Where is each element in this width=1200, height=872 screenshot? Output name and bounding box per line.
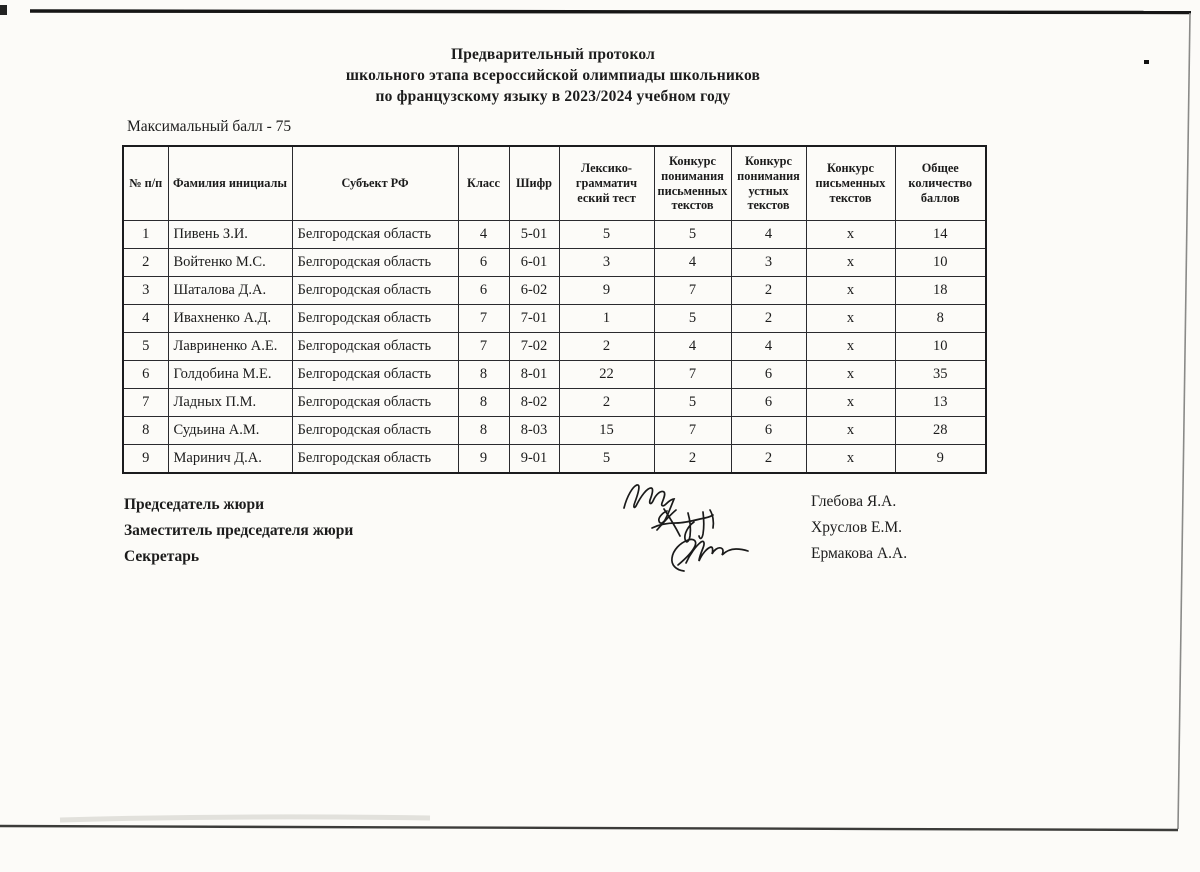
table-cell-participant-name: Маринич Д.А. bbox=[168, 445, 292, 474]
title-line-3: по французскому языку в 2023/2024 учебном году bbox=[375, 88, 731, 105]
table-row bbox=[123, 333, 986, 361]
table-cell-written-comprehension-score: 5 bbox=[654, 389, 731, 417]
table-cell-cipher: 6-02 bbox=[509, 277, 559, 305]
table-cell-total-score: 8 bbox=[895, 305, 986, 333]
table-cell-writing-contest-score: x bbox=[806, 417, 895, 445]
table-cell-row-number: 2 bbox=[123, 249, 168, 277]
table-cell-writing-contest-score: x bbox=[806, 249, 895, 277]
table-cell-written-comprehension-score: 4 bbox=[654, 249, 731, 277]
scan-smudge bbox=[60, 817, 430, 820]
table-header-cell-lexical-grammar-test-score: Лексико-грамматич еский тест bbox=[559, 146, 654, 221]
table-cell-cipher: 9-01 bbox=[509, 445, 559, 474]
table-cell-row-number: 4 bbox=[123, 305, 168, 333]
table-cell-writing-contest-score: x bbox=[806, 221, 895, 249]
table-cell-oral-comprehension-score: 2 bbox=[731, 445, 806, 474]
table-cell-row-number: 7 bbox=[123, 389, 168, 417]
table-cell-grade: 8 bbox=[458, 417, 509, 445]
document-title bbox=[122, 44, 984, 107]
table-row bbox=[123, 445, 986, 474]
table-cell-region: Белгородская область bbox=[292, 445, 458, 474]
table-header-cell-oral-comprehension-score: Конкурс понимания устных текстов bbox=[731, 146, 806, 221]
table-cell-oral-comprehension-score: 6 bbox=[731, 361, 806, 389]
table-cell-grade: 8 bbox=[458, 361, 509, 389]
table-header-cell-total-score: Общее количество баллов bbox=[895, 146, 986, 221]
table-cell-participant-name: Голдобина М.Е. bbox=[168, 361, 292, 389]
scan-corner-mark bbox=[0, 5, 7, 15]
table-cell-participant-name: Ивахненко А.Д. bbox=[168, 305, 292, 333]
table-cell-row-number: 8 bbox=[123, 417, 168, 445]
table-cell-written-comprehension-score: 7 bbox=[654, 361, 731, 389]
table-cell-lexical-grammar-test-score: 2 bbox=[559, 333, 654, 361]
signatory-role: Заместитель председателя жюри bbox=[124, 522, 354, 539]
table-cell-participant-name: Судьина А.М. bbox=[168, 417, 292, 445]
table-cell-grade: 9 bbox=[458, 445, 509, 474]
table-cell-participant-name: Лавриненко А.Е. bbox=[168, 333, 292, 361]
scan-top-border bbox=[30, 11, 1191, 13]
table-cell-row-number: 1 bbox=[123, 221, 168, 249]
table-row bbox=[123, 361, 986, 389]
table-cell-region: Белгородская область bbox=[292, 333, 458, 361]
table-cell-lexical-grammar-test-score: 3 bbox=[559, 249, 654, 277]
table-cell-oral-comprehension-score: 2 bbox=[731, 305, 806, 333]
table-cell-cipher: 8-03 bbox=[509, 417, 559, 445]
table-cell-row-number: 6 bbox=[123, 361, 168, 389]
table-cell-total-score: 35 bbox=[895, 361, 986, 389]
table-cell-lexical-grammar-test-score: 9 bbox=[559, 277, 654, 305]
table-header-cell-region: Субъект РФ bbox=[292, 146, 458, 221]
table-cell-lexical-grammar-test-score: 15 bbox=[559, 417, 654, 445]
table-cell-region: Белгородская область bbox=[292, 361, 458, 389]
table-cell-region: Белгородская область bbox=[292, 417, 458, 445]
table-cell-oral-comprehension-score: 6 bbox=[731, 417, 806, 445]
signature-stroke-3 bbox=[672, 539, 748, 571]
table-cell-region: Белгородская область bbox=[292, 221, 458, 249]
table-header-row bbox=[123, 146, 986, 221]
scan-right-border bbox=[1178, 13, 1190, 829]
table-cell-participant-name: Шаталова Д.А. bbox=[168, 277, 292, 305]
table-cell-written-comprehension-score: 5 bbox=[654, 221, 731, 249]
table-cell-grade: 4 bbox=[458, 221, 509, 249]
table-cell-lexical-grammar-test-score: 5 bbox=[559, 445, 654, 474]
table-cell-total-score: 14 bbox=[895, 221, 986, 249]
table-cell-participant-name: Войтенко М.С. bbox=[168, 249, 292, 277]
table-cell-written-comprehension-score: 2 bbox=[654, 445, 731, 474]
signatory-name: Хруслов Е.М. bbox=[811, 519, 903, 536]
table-cell-grade: 6 bbox=[458, 249, 509, 277]
table-cell-region: Белгородская область bbox=[292, 389, 458, 417]
table-cell-total-score: 13 bbox=[895, 389, 986, 417]
signatory-name: Глебова Я.А. bbox=[811, 493, 897, 510]
table-cell-region: Белгородская область bbox=[292, 249, 458, 277]
table-cell-region: Белгородская область bbox=[292, 277, 458, 305]
table-cell-grade: 8 bbox=[458, 389, 509, 417]
table-row bbox=[123, 277, 986, 305]
scan-speck bbox=[1144, 60, 1149, 64]
table-cell-total-score: 9 bbox=[895, 445, 986, 474]
table-cell-cipher: 8-02 bbox=[509, 389, 559, 417]
max-score-note: Максимальный балл - 75 bbox=[127, 118, 292, 135]
table-row bbox=[123, 221, 986, 249]
table-row bbox=[123, 305, 986, 333]
signatory-names bbox=[811, 489, 907, 567]
table-header-cell-writing-contest-score: Конкурс письменных текстов bbox=[806, 146, 895, 221]
table-cell-writing-contest-score: x bbox=[806, 361, 895, 389]
table-header-cell-grade: Класс bbox=[458, 146, 509, 221]
table-cell-written-comprehension-score: 7 bbox=[654, 417, 731, 445]
table-cell-row-number: 5 bbox=[123, 333, 168, 361]
table-cell-grade: 7 bbox=[458, 333, 509, 361]
signatory-role: Председатель жюри bbox=[124, 496, 265, 513]
signature-stroke-1 bbox=[624, 485, 674, 523]
handwritten-signatures-icon bbox=[600, 468, 770, 583]
table-cell-cipher: 8-01 bbox=[509, 361, 559, 389]
table-cell-grade: 6 bbox=[458, 277, 509, 305]
table-cell-total-score: 10 bbox=[895, 249, 986, 277]
table-cell-written-comprehension-score: 5 bbox=[654, 305, 731, 333]
table-cell-participant-name: Пивень З.И. bbox=[168, 221, 292, 249]
table-cell-writing-contest-score: x bbox=[806, 277, 895, 305]
signatory-roles bbox=[124, 492, 353, 570]
table-cell-cipher: 7-02 bbox=[509, 333, 559, 361]
table-cell-written-comprehension-score: 4 bbox=[654, 333, 731, 361]
table-cell-cipher: 6-01 bbox=[509, 249, 559, 277]
title-line-1: Предварительный протокол bbox=[450, 46, 656, 63]
table-cell-region: Белгородская область bbox=[292, 305, 458, 333]
table-cell-lexical-grammar-test-score: 1 bbox=[559, 305, 654, 333]
table-row bbox=[123, 249, 986, 277]
table-cell-total-score: 18 bbox=[895, 277, 986, 305]
table-cell-total-score: 10 bbox=[895, 333, 986, 361]
signatory-role: Секретарь bbox=[124, 548, 200, 565]
table-row bbox=[123, 389, 986, 417]
table-cell-writing-contest-score: x bbox=[806, 305, 895, 333]
table-cell-grade: 7 bbox=[458, 305, 509, 333]
scan-bottom-border bbox=[0, 826, 1178, 830]
table-header-cell-participant-name: Фамилия инициалы bbox=[168, 146, 292, 221]
table-cell-participant-name: Ладных П.М. bbox=[168, 389, 292, 417]
table-cell-cipher: 5-01 bbox=[509, 221, 559, 249]
title-line-2: школьного этапа всероссийской олимпиады школьников bbox=[345, 67, 761, 84]
table-cell-oral-comprehension-score: 6 bbox=[731, 389, 806, 417]
table-cell-total-score: 28 bbox=[895, 417, 986, 445]
table-header-cell-written-comprehension-score: Конкурс понимания письменных текстов bbox=[654, 146, 731, 221]
table-cell-oral-comprehension-score: 4 bbox=[731, 221, 806, 249]
table-cell-oral-comprehension-score: 2 bbox=[731, 277, 806, 305]
table-cell-oral-comprehension-score: 3 bbox=[731, 249, 806, 277]
table-cell-lexical-grammar-test-score: 2 bbox=[559, 389, 654, 417]
table-cell-row-number: 9 bbox=[123, 445, 168, 474]
table-cell-writing-contest-score: x bbox=[806, 333, 895, 361]
signatory-name: Ермакова А.А. bbox=[811, 545, 908, 562]
table-header-cell-row-number: № п/п bbox=[123, 146, 168, 221]
table-cell-row-number: 3 bbox=[123, 277, 168, 305]
table-header-cell-cipher: Шифр bbox=[509, 146, 559, 221]
table-cell-written-comprehension-score: 7 bbox=[654, 277, 731, 305]
results-table bbox=[122, 145, 987, 474]
table-cell-lexical-grammar-test-score: 22 bbox=[559, 361, 654, 389]
table-cell-lexical-grammar-test-score: 5 bbox=[559, 221, 654, 249]
signature-stroke-2c bbox=[685, 510, 714, 542]
table-cell-writing-contest-score: x bbox=[806, 389, 895, 417]
table-cell-oral-comprehension-score: 4 bbox=[731, 333, 806, 361]
table-cell-writing-contest-score: x bbox=[806, 445, 895, 474]
table-row bbox=[123, 417, 986, 445]
table-cell-cipher: 7-01 bbox=[509, 305, 559, 333]
